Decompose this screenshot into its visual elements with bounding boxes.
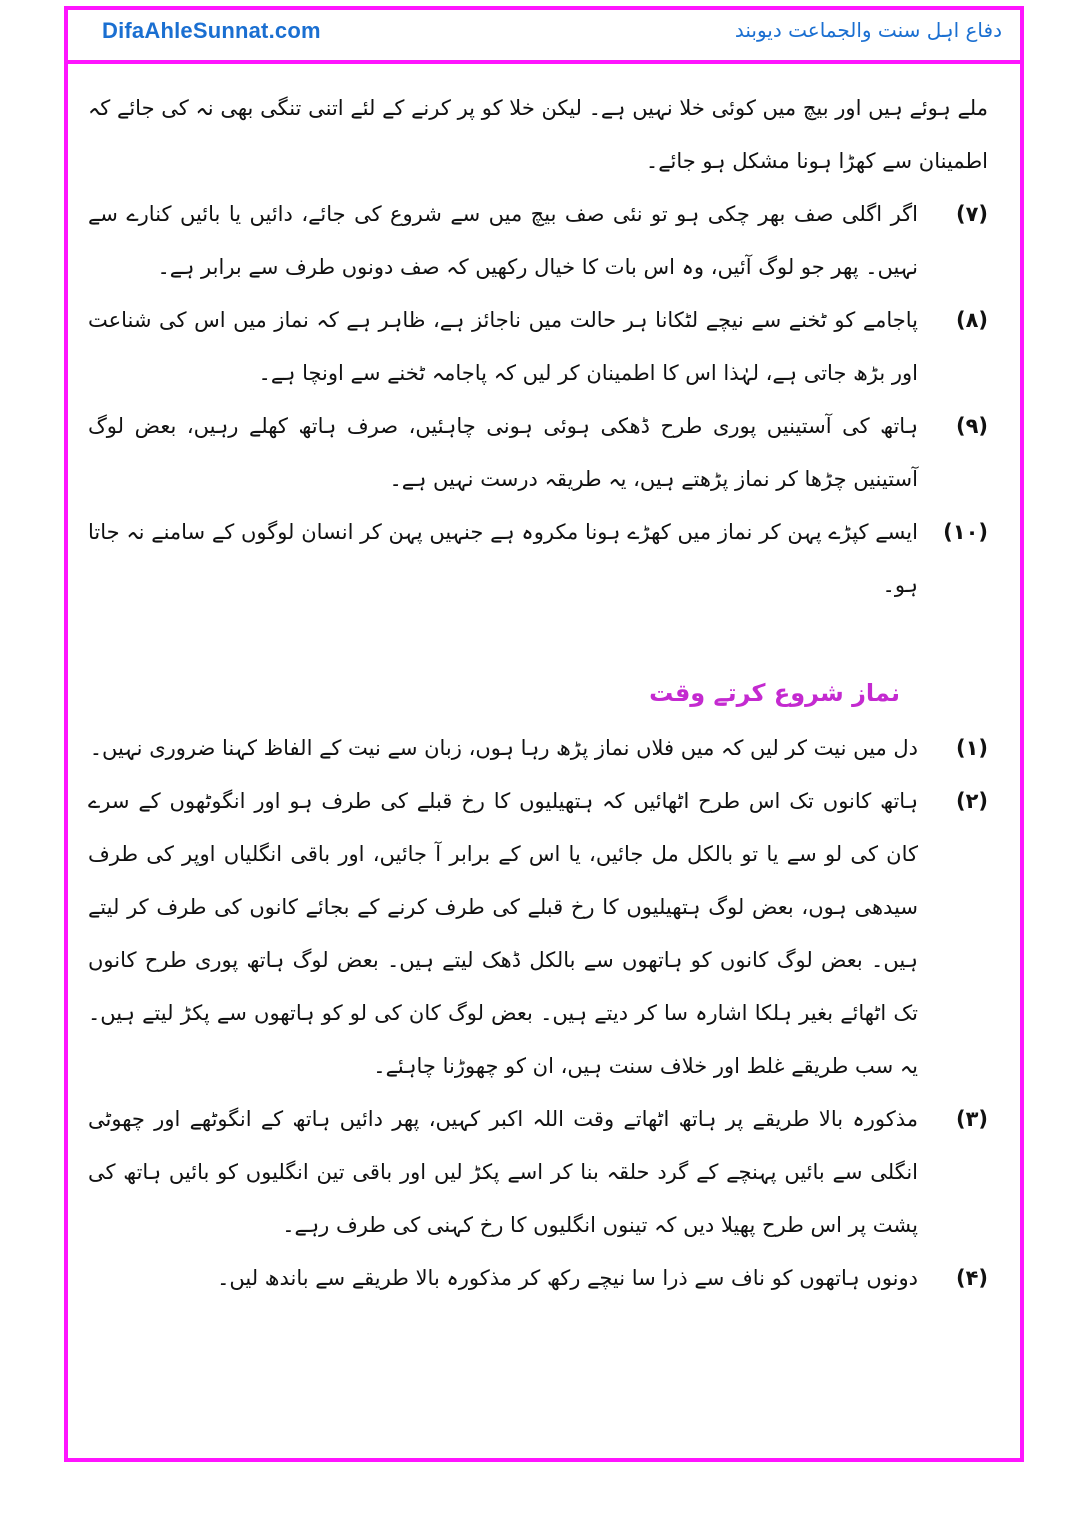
item-text: ہاتھ کانوں تک اس طرح اٹھائیں کہ ہتھیلیوں کا رخ قبلے کی طرف ہو اور انگوٹھوں کے سرے کان کی لو سے یا تو بالکل مل جائیں، یا اس کے برابر آ جائیں، اور باقی انگلیاں اوپر کی طرف سیدھی ہوں، بعض لوگ ہتھیلیوں کا رخ قبلے کی طرف کرنے کے بجائے کانوں کی طرف کر لیتے ہیں۔ بعض لوگ کانوں کو ہاتھوں سے بالکل ڈھک لیتے ہیں۔ بعض لوگ ہاتھ پوری طرح کانوں تک اٹھائے بغیر ہلکا اشارہ سا کر دیتے ہیں۔ بعض لوگ کان کی لو کو ہاتھوں سے پکڑ لیتے ہیں۔ یہ سب طریقے غلط اور خلاف سنت ہیں، ان کو چھوڑنا چاہئے۔ <box>88 789 918 1078</box>
intro-paragraph: ملے ہوئے ہیں اور بیچ میں کوئی خلا نہیں ہے۔ لیکن خلا کو پر کرنے کے لئے اتنی تنگی بھی نہ کی جائے کہ اطمینان سے کھڑا ہونا مشکل ہو جائے۔ <box>88 96 988 173</box>
header-title: دفاع اہل سنت والجماعت دیوبند <box>734 18 1002 42</box>
page-content <box>88 82 988 1305</box>
item-text: ایسے کپڑے پہن کر نماز میں کھڑے ہونا مکروہ ہے جنہیں پہن کر انسان لوگوں کے سامنے نہ جاتا ہو۔ <box>88 520 918 597</box>
item-text: اگر اگلی صف بھر چکی ہو تو نئی صف بیچ میں سے شروع کی جائے، دائیں یا بائیں کنارے سے نہیں۔ پھر جو لوگ آئیں، وہ اس بات کا خیال رکھیں کہ صف دونوں طرف سے برابر ہے۔ <box>88 202 918 279</box>
list-item <box>88 722 988 775</box>
list-item <box>88 775 988 1093</box>
item-text: ہاتھ کی آستینیں پوری طرح ڈھکی ہوئی ہونی چاہئیں، صرف ہاتھ کھلے رہیں، بعض لوگ آستینیں چڑھا کر نماز پڑھتے ہیں، یہ طریقہ درست نہیں ہے۔ <box>88 414 918 491</box>
list-item <box>88 188 988 294</box>
list-item <box>88 1093 988 1252</box>
item-text: دل میں نیت کر لیں کہ میں فلاں نماز پڑھ رہا ہوں، زبان سے نیت کے الفاظ کہنا ضروری نہیں۔ <box>89 736 918 760</box>
page-header <box>64 6 1024 64</box>
list-item <box>88 506 988 612</box>
list-item <box>88 400 988 506</box>
section-heading: نماز شروع کرتے وقت <box>649 679 900 707</box>
item-number: (۷) <box>955 202 988 226</box>
item-number: (۹) <box>955 414 988 438</box>
item-number: (۱۰) <box>943 520 988 544</box>
list-item <box>88 294 988 400</box>
item-number: (۳) <box>955 1107 988 1131</box>
item-number: (۱) <box>955 736 988 760</box>
item-text: مذکورہ بالا طریقے پر ہاتھ اٹھاتے وقت اللہ اکبر کہیں، پھر دائیں ہاتھ کے انگوٹھے اور چھوٹی انگلی سے بائیں پہنچے کے گرد حلقہ بنا کر اسے پکڑ لیں اور باقی تین انگلیوں کو بائیں ہاتھ کی پشت پر اس طرح پھیلا دیں کہ تینوں انگلیوں کا رخ کہنی کی طرف رہے۔ <box>88 1107 918 1237</box>
list-item <box>88 1252 988 1305</box>
item-text: دونوں ہاتھوں کو ناف سے ذرا سا نیچے رکھ کر مذکورہ بالا طریقے سے باندھ لیں۔ <box>217 1266 918 1290</box>
item-text: پاجامے کو ٹخنے سے نیچے لٹکانا ہر حالت میں ناجائز ہے، ظاہر ہے کہ نماز میں اس کی شناعت اور بڑھ جاتی ہے، لہٰذا اس کا اطمینان کر لیں کہ پاجامہ ٹخنے سے اونچا ہے۔ <box>88 308 918 385</box>
item-number: (۲) <box>955 789 988 813</box>
item-number: (۸) <box>955 308 988 332</box>
site-url[interactable]: DifaAhleSunnat.com <box>102 18 321 43</box>
item-number: (۴) <box>955 1266 988 1290</box>
